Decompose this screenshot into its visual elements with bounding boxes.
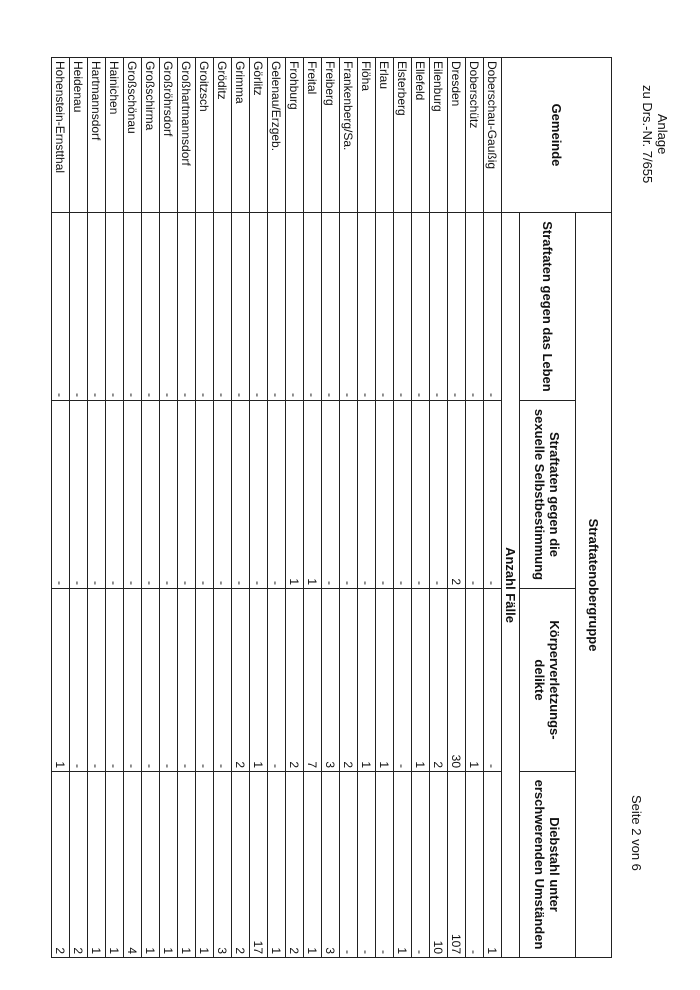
anlage-note bbox=[640, 85, 670, 183]
value-cell: - bbox=[394, 213, 412, 401]
value-cell: - bbox=[412, 772, 430, 958]
value-cell: - bbox=[70, 589, 88, 772]
header-leben: Straftaten gegen das Leben bbox=[520, 213, 576, 401]
gemeinde-cell: Freital bbox=[304, 58, 322, 213]
value-cell: 3 bbox=[322, 589, 340, 772]
value-cell: - bbox=[412, 401, 430, 589]
value-cell: - bbox=[358, 772, 376, 958]
gemeinde-cell: Hartmannsdorf bbox=[88, 58, 106, 213]
page-number: Seite 2 von 6 bbox=[629, 795, 644, 871]
value-cell: - bbox=[232, 401, 250, 589]
value-cell: 10 bbox=[430, 772, 448, 958]
gemeinde-cell: Groitzsch bbox=[196, 58, 214, 213]
table-row bbox=[412, 58, 430, 958]
table-row bbox=[124, 58, 142, 958]
value-cell: 3 bbox=[214, 772, 232, 958]
value-cell: - bbox=[160, 589, 178, 772]
gemeinde-cell: Großschirma bbox=[142, 58, 160, 213]
table-row bbox=[268, 58, 286, 958]
value-cell: 1 bbox=[268, 772, 286, 958]
value-cell: - bbox=[88, 213, 106, 401]
value-cell: - bbox=[52, 213, 70, 401]
value-cell: - bbox=[358, 213, 376, 401]
statistics-table bbox=[51, 57, 612, 958]
value-cell: - bbox=[430, 213, 448, 401]
value-cell: - bbox=[484, 589, 502, 772]
value-cell: - bbox=[196, 401, 214, 589]
header-straftatenobergruppe: Straftatenobergruppe bbox=[576, 213, 612, 958]
value-cell: - bbox=[322, 401, 340, 589]
unit-label: Anzahl Fälle bbox=[502, 213, 520, 958]
value-cell: 1 bbox=[178, 772, 196, 958]
value-cell: 2 bbox=[340, 589, 358, 772]
value-cell: - bbox=[124, 213, 142, 401]
value-cell: 1 bbox=[142, 772, 160, 958]
value-cell: - bbox=[250, 401, 268, 589]
table-row bbox=[376, 58, 394, 958]
table-row bbox=[286, 58, 304, 958]
value-cell: 1 bbox=[286, 401, 304, 589]
value-cell: 1 bbox=[304, 401, 322, 589]
value-cell: - bbox=[106, 213, 124, 401]
value-cell: - bbox=[268, 401, 286, 589]
value-cell: 1 bbox=[160, 772, 178, 958]
gemeinde-cell: Freiberg bbox=[322, 58, 340, 213]
value-cell: - bbox=[376, 772, 394, 958]
gemeinde-cell: Großhartmannsdorf bbox=[178, 58, 196, 213]
value-cell: - bbox=[124, 589, 142, 772]
table-row bbox=[88, 58, 106, 958]
gemeinde-cell: Gelenau/Erzgeb. bbox=[268, 58, 286, 213]
value-cell: 1 bbox=[394, 772, 412, 958]
gemeinde-cell: Hainichen bbox=[106, 58, 124, 213]
value-cell: 1 bbox=[88, 772, 106, 958]
value-cell: - bbox=[88, 401, 106, 589]
table-row bbox=[448, 58, 466, 958]
value-cell: 1 bbox=[106, 772, 124, 958]
table-row bbox=[484, 58, 502, 958]
value-cell: - bbox=[268, 213, 286, 401]
value-cell: 2 bbox=[286, 772, 304, 958]
value-cell: 1 bbox=[250, 589, 268, 772]
table-row bbox=[52, 58, 70, 958]
value-cell: - bbox=[394, 589, 412, 772]
value-cell: - bbox=[142, 213, 160, 401]
gemeinde-cell: Großschönau bbox=[124, 58, 142, 213]
gemeinde-cell: Grimma bbox=[232, 58, 250, 213]
value-cell: 2 bbox=[232, 772, 250, 958]
header-diebstahl: Diebstahl unter erschwerenden Umständen bbox=[520, 772, 576, 958]
gemeinde-cell: Görlitz bbox=[250, 58, 268, 213]
gemeinde-cell: Frankenberg/Sa. bbox=[340, 58, 358, 213]
value-cell: 30 bbox=[448, 589, 466, 772]
value-cell: - bbox=[214, 589, 232, 772]
table-row bbox=[178, 58, 196, 958]
value-cell: 7 bbox=[304, 589, 322, 772]
value-cell: 2 bbox=[70, 772, 88, 958]
value-cell: 2 bbox=[232, 589, 250, 772]
value-cell: - bbox=[340, 772, 358, 958]
gemeinde-cell: Eilenburg bbox=[430, 58, 448, 213]
table-row bbox=[250, 58, 268, 958]
table-row bbox=[70, 58, 88, 958]
table-row bbox=[214, 58, 232, 958]
value-cell: - bbox=[412, 213, 430, 401]
table-row bbox=[340, 58, 358, 958]
value-cell: - bbox=[340, 213, 358, 401]
value-cell: - bbox=[448, 213, 466, 401]
value-cell: - bbox=[52, 401, 70, 589]
value-cell: - bbox=[178, 213, 196, 401]
value-cell: 1 bbox=[304, 772, 322, 958]
table-row bbox=[196, 58, 214, 958]
gemeinde-cell: Hohenstein-Ernstthal bbox=[52, 58, 70, 213]
value-cell: 4 bbox=[124, 772, 142, 958]
value-cell: - bbox=[214, 401, 232, 589]
value-cell: 2 bbox=[52, 772, 70, 958]
value-cell: - bbox=[250, 213, 268, 401]
value-cell: 2 bbox=[286, 589, 304, 772]
table-row bbox=[322, 58, 340, 958]
header-sexuelle-selbstbestimmung: Straftaten gegen die sexuelle Selbstbestimmung bbox=[520, 401, 576, 589]
table-row bbox=[394, 58, 412, 958]
value-cell: 107 bbox=[448, 772, 466, 958]
value-cell: - bbox=[394, 401, 412, 589]
gemeinde-cell: Erlau bbox=[376, 58, 394, 213]
value-cell: - bbox=[358, 401, 376, 589]
value-cell: - bbox=[232, 213, 250, 401]
value-cell: - bbox=[466, 401, 484, 589]
table-row bbox=[358, 58, 376, 958]
table-row bbox=[232, 58, 250, 958]
gemeinde-cell: Flöha bbox=[358, 58, 376, 213]
value-cell: 1 bbox=[358, 589, 376, 772]
value-cell: - bbox=[70, 213, 88, 401]
table-row bbox=[142, 58, 160, 958]
value-cell: - bbox=[376, 401, 394, 589]
anlage-label: Anlage bbox=[655, 113, 670, 155]
table-row bbox=[430, 58, 448, 958]
header-gemeinde: Gemeinde bbox=[502, 58, 612, 213]
gemeinde-cell: Doberschütz bbox=[466, 58, 484, 213]
value-cell: - bbox=[70, 401, 88, 589]
gemeinde-cell: Frohburg bbox=[286, 58, 304, 213]
gemeinde-cell: Doberschau-Gaußig bbox=[484, 58, 502, 213]
value-cell: 1 bbox=[196, 772, 214, 958]
gemeinde-cell: Elsterberg bbox=[394, 58, 412, 213]
value-cell: 17 bbox=[250, 772, 268, 958]
value-cell: - bbox=[466, 213, 484, 401]
value-cell: - bbox=[160, 401, 178, 589]
gemeinde-cell: Dresden bbox=[448, 58, 466, 213]
value-cell: - bbox=[196, 213, 214, 401]
value-cell: - bbox=[484, 213, 502, 401]
value-cell: - bbox=[430, 401, 448, 589]
value-cell: 1 bbox=[376, 589, 394, 772]
value-cell: - bbox=[466, 772, 484, 958]
value-cell: 1 bbox=[412, 589, 430, 772]
value-cell: - bbox=[376, 213, 394, 401]
value-cell: - bbox=[142, 589, 160, 772]
value-cell: - bbox=[322, 213, 340, 401]
value-cell: - bbox=[304, 213, 322, 401]
value-cell: - bbox=[484, 401, 502, 589]
value-cell: - bbox=[142, 401, 160, 589]
value-cell: - bbox=[106, 401, 124, 589]
value-cell: - bbox=[178, 401, 196, 589]
value-cell: 2 bbox=[448, 401, 466, 589]
table-row bbox=[160, 58, 178, 958]
gemeinde-cell: Großröhrsdorf bbox=[160, 58, 178, 213]
table-row bbox=[466, 58, 484, 958]
value-cell: 1 bbox=[484, 772, 502, 958]
value-cell: - bbox=[286, 213, 304, 401]
statistics-table-container bbox=[53, 57, 612, 957]
value-cell: - bbox=[106, 589, 124, 772]
gemeinde-cell: Ellefeld bbox=[412, 58, 430, 213]
value-cell: 3 bbox=[322, 772, 340, 958]
gemeinde-cell: Heidenau bbox=[70, 58, 88, 213]
value-cell: - bbox=[178, 589, 196, 772]
drucksache-number: zu Drs.-Nr. 7/655 bbox=[640, 85, 655, 184]
value-cell: 2 bbox=[430, 589, 448, 772]
table-row bbox=[106, 58, 124, 958]
value-cell: - bbox=[124, 401, 142, 589]
value-cell: 1 bbox=[52, 589, 70, 772]
table-body bbox=[52, 58, 502, 958]
value-cell: - bbox=[88, 589, 106, 772]
value-cell: - bbox=[268, 589, 286, 772]
value-cell: - bbox=[214, 213, 232, 401]
value-cell: - bbox=[160, 213, 178, 401]
table-row bbox=[304, 58, 322, 958]
value-cell: 1 bbox=[466, 589, 484, 772]
header-koerperverletzung: Körperverletzungs- delikte bbox=[520, 589, 576, 772]
value-cell: - bbox=[340, 401, 358, 589]
value-cell: - bbox=[196, 589, 214, 772]
gemeinde-cell: Gröditz bbox=[214, 58, 232, 213]
